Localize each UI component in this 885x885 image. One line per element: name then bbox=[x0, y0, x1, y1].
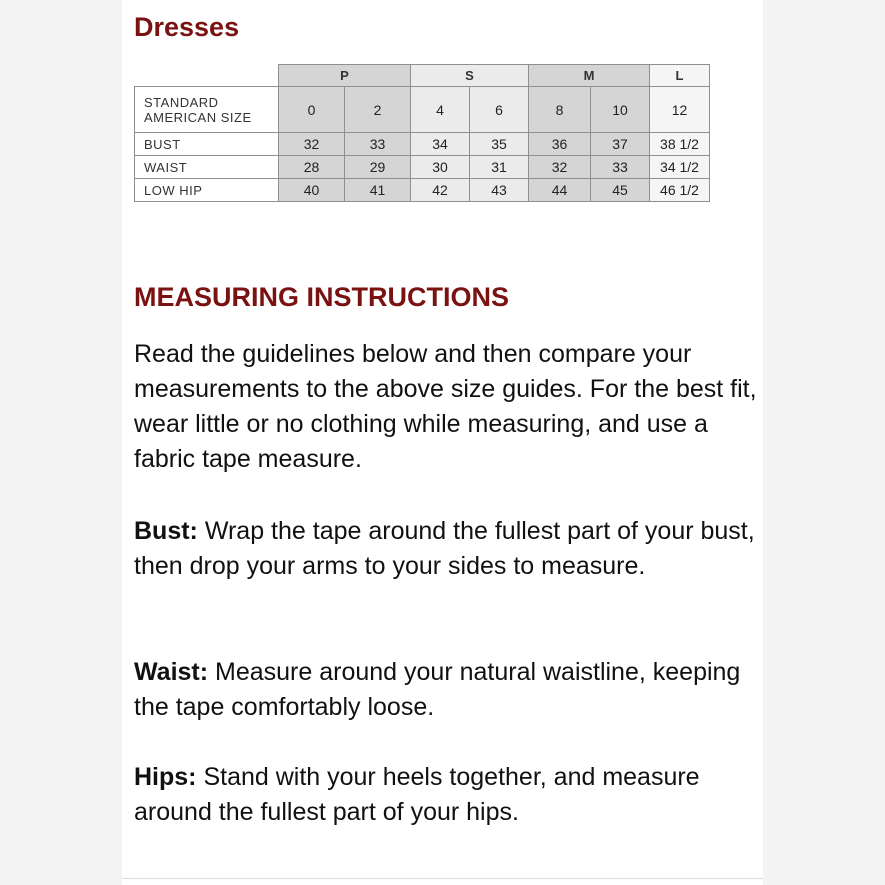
divider bbox=[122, 878, 763, 879]
measure-cell: 37 bbox=[591, 133, 650, 156]
row-label-low-hip: LOW HIP bbox=[135, 179, 279, 202]
page-title: Dresses bbox=[134, 12, 240, 42]
standard-size-row bbox=[135, 87, 710, 133]
blank-cell bbox=[135, 65, 279, 87]
size-chart-table bbox=[134, 64, 710, 202]
size-cell: 10 bbox=[591, 87, 650, 133]
hips-label: Hips: bbox=[134, 763, 197, 791]
measure-cell: 34 1/2 bbox=[650, 156, 710, 179]
measure-cell: 46 1/2 bbox=[650, 179, 710, 202]
size-group-header: L bbox=[650, 65, 710, 87]
measure-cell: 43 bbox=[470, 179, 529, 202]
measure-cell: 33 bbox=[345, 133, 411, 156]
waist-label: Waist: bbox=[134, 658, 209, 686]
size-cell: 2 bbox=[345, 87, 411, 133]
size-cell: 6 bbox=[470, 87, 529, 133]
measure-cell: 33 bbox=[591, 156, 650, 179]
table-row bbox=[135, 133, 710, 156]
page bbox=[122, 0, 763, 885]
standard-size-label-line2: AMERICAN SIZE bbox=[144, 109, 252, 125]
row-label-waist: WAIST bbox=[135, 156, 279, 179]
size-group-row bbox=[135, 65, 710, 87]
measure-cell: 35 bbox=[470, 133, 529, 156]
size-cell: 0 bbox=[279, 87, 345, 133]
measure-cell: 34 bbox=[411, 133, 470, 156]
measure-cell: 36 bbox=[529, 133, 591, 156]
measure-cell: 40 bbox=[279, 179, 345, 202]
row-label-bust: BUST bbox=[135, 133, 279, 156]
waist-text: Measure around your natural waistline, keeping the tape comfortably loose. bbox=[134, 658, 741, 721]
hips-paragraph bbox=[134, 760, 774, 830]
measure-cell: 32 bbox=[529, 156, 591, 179]
size-group-header: P bbox=[279, 65, 411, 87]
bust-text: Wrap the tape around the fullest part of your bust, then drop your arms to your sides to measure. bbox=[134, 517, 755, 580]
intro-paragraph bbox=[134, 337, 774, 477]
size-cell: 8 bbox=[529, 87, 591, 133]
size-cell: 12 bbox=[650, 87, 710, 133]
measure-cell: 41 bbox=[345, 179, 411, 202]
size-group-header: M bbox=[529, 65, 650, 87]
measure-cell: 44 bbox=[529, 179, 591, 202]
hips-text: Stand with your heels together, and measure around the fullest part of your hips. bbox=[134, 763, 700, 826]
measure-cell: 28 bbox=[279, 156, 345, 179]
waist-paragraph bbox=[134, 655, 774, 725]
bust-label: Bust: bbox=[134, 517, 198, 545]
bust-paragraph bbox=[134, 514, 774, 584]
measure-cell: 42 bbox=[411, 179, 470, 202]
intro-text: Read the guidelines below and then compare your measurements to the above size guides. For the best fit, wear little or no clothing while measuring, and use a fabric tape measure. bbox=[134, 340, 757, 473]
measure-cell: 32 bbox=[279, 133, 345, 156]
measure-cell: 31 bbox=[470, 156, 529, 179]
table-row bbox=[135, 156, 710, 179]
size-cell: 4 bbox=[411, 87, 470, 133]
table-row bbox=[135, 179, 710, 202]
measure-cell: 45 bbox=[591, 179, 650, 202]
standard-size-label-line1: STANDARD bbox=[144, 94, 219, 110]
measure-cell: 30 bbox=[411, 156, 470, 179]
measure-cell: 38 1/2 bbox=[650, 133, 710, 156]
size-group-header: S bbox=[411, 65, 529, 87]
measure-cell: 29 bbox=[345, 156, 411, 179]
instructions-heading: MEASURING INSTRUCTIONS bbox=[134, 282, 510, 312]
standard-size-label bbox=[135, 87, 279, 133]
